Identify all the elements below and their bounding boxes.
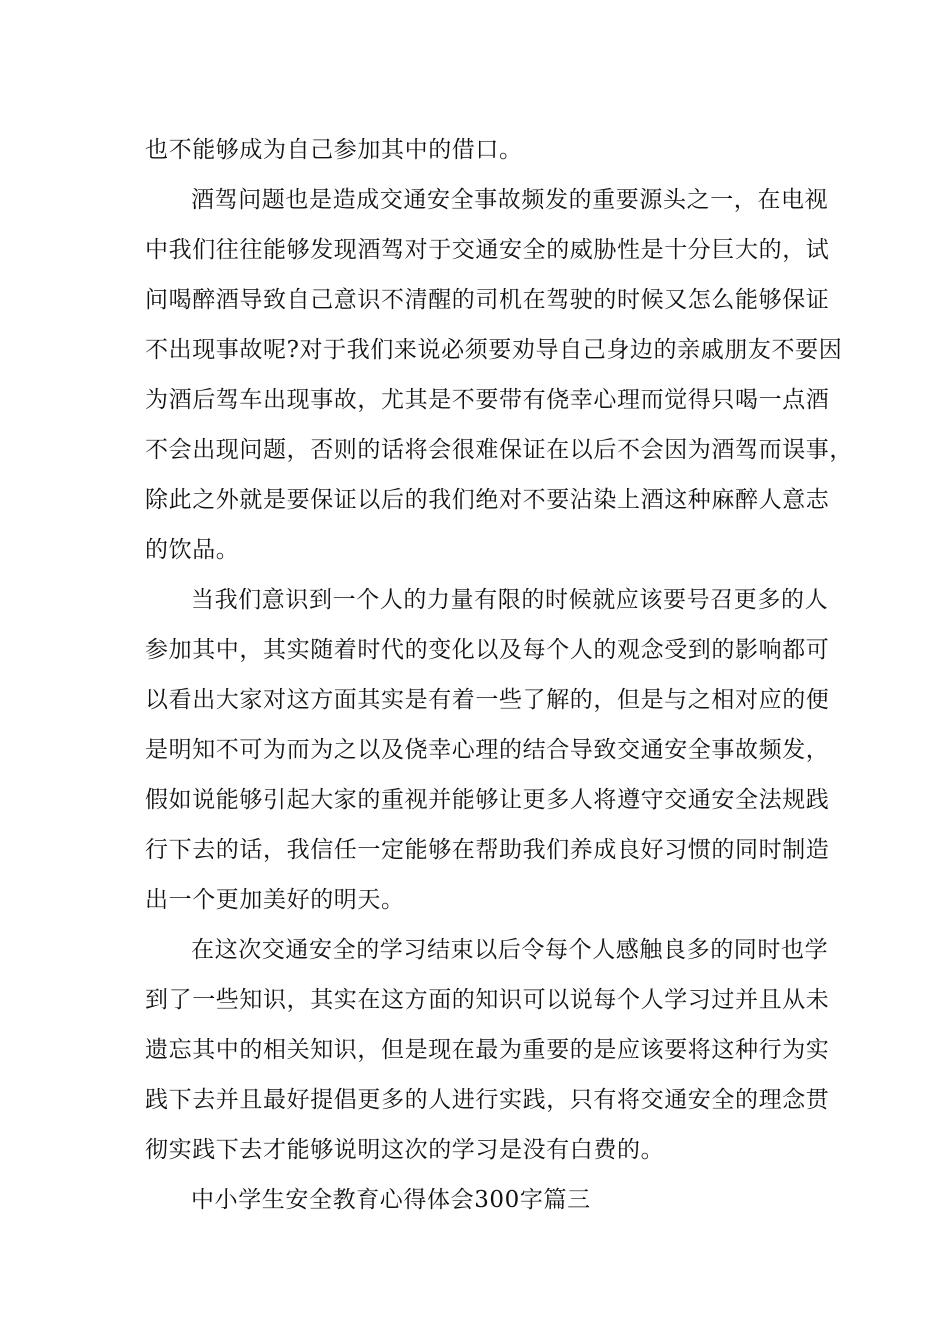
text-line: 不出现事故呢?对于我们来说必须要劝导自己身边的亲戚朋友不要因 xyxy=(145,337,843,363)
paragraph-first-line: 当我们意识到一个人的力量有限的时候就应该要号召更多的人 xyxy=(191,587,829,613)
text-line: 假如说能够引起大家的重视并能够让更多人将遵守交通安全法规践 xyxy=(145,787,830,813)
text-line: 中我们往往能够发现酒驾对于交通安全的威胁性是十分巨大的，试 xyxy=(145,237,830,263)
text-line: 问喝醉酒导致自己意识不清醒的司机在驾驶的时候又怎么能够保证 xyxy=(145,287,830,313)
text-line: 遗忘其中的相关知识，但是现在最为重要的是应该要将这种行为实 xyxy=(145,1037,830,1063)
section-heading: 中小学生安全教育心得体会300字篇三 xyxy=(191,1187,591,1213)
text-line: 践下去并且最好提倡更多的人进行实践，只有将交通安全的理念贯 xyxy=(145,1087,830,1113)
text-line: 除此之外就是要保证以后的我们绝对不要沾染上酒这种麻醉人意志 xyxy=(145,487,830,513)
paragraph-first-line: 酒驾问题也是造成交通安全事故频发的重要源头之一，在电视 xyxy=(191,187,829,213)
text-line: 到了一些知识，其实在这方面的知识可以说每个人学习过并且从未 xyxy=(145,987,830,1013)
paragraph-first-line: 在这次交通安全的学习结束以后令每个人感触良多的同时也学 xyxy=(191,937,829,963)
text-line: 出一个更加美好的明天。 xyxy=(145,887,405,913)
text-line: 彻实践下去才能够说明这次的学习是没有白费的。 xyxy=(145,1137,665,1163)
text-line: 不会出现问题，否则的话将会很难保证在以后不会因为酒驾而误事， xyxy=(145,437,853,463)
text-line: 以看出大家对这方面其实是有着一些了解的，但是与之相对应的便 xyxy=(145,687,830,713)
text-line: 行下去的话，我信任一定能够在帮助我们养成良好习惯的同时制造 xyxy=(145,837,830,863)
text-line: 为酒后驾车出现事故，尤其是不要带有侥幸心理而觉得只喝一点酒 xyxy=(145,387,830,413)
text-line: 的饮品。 xyxy=(145,537,240,563)
text-line: 参加其中，其实随着时代的变化以及每个人的观念受到的影响都可 xyxy=(145,637,830,663)
text-line: 也不能够成为自己参加其中的借口。 xyxy=(145,137,523,163)
text-line: 是明知不可为而为之以及侥幸心理的结合导致交通安全事故频发， xyxy=(145,737,830,763)
